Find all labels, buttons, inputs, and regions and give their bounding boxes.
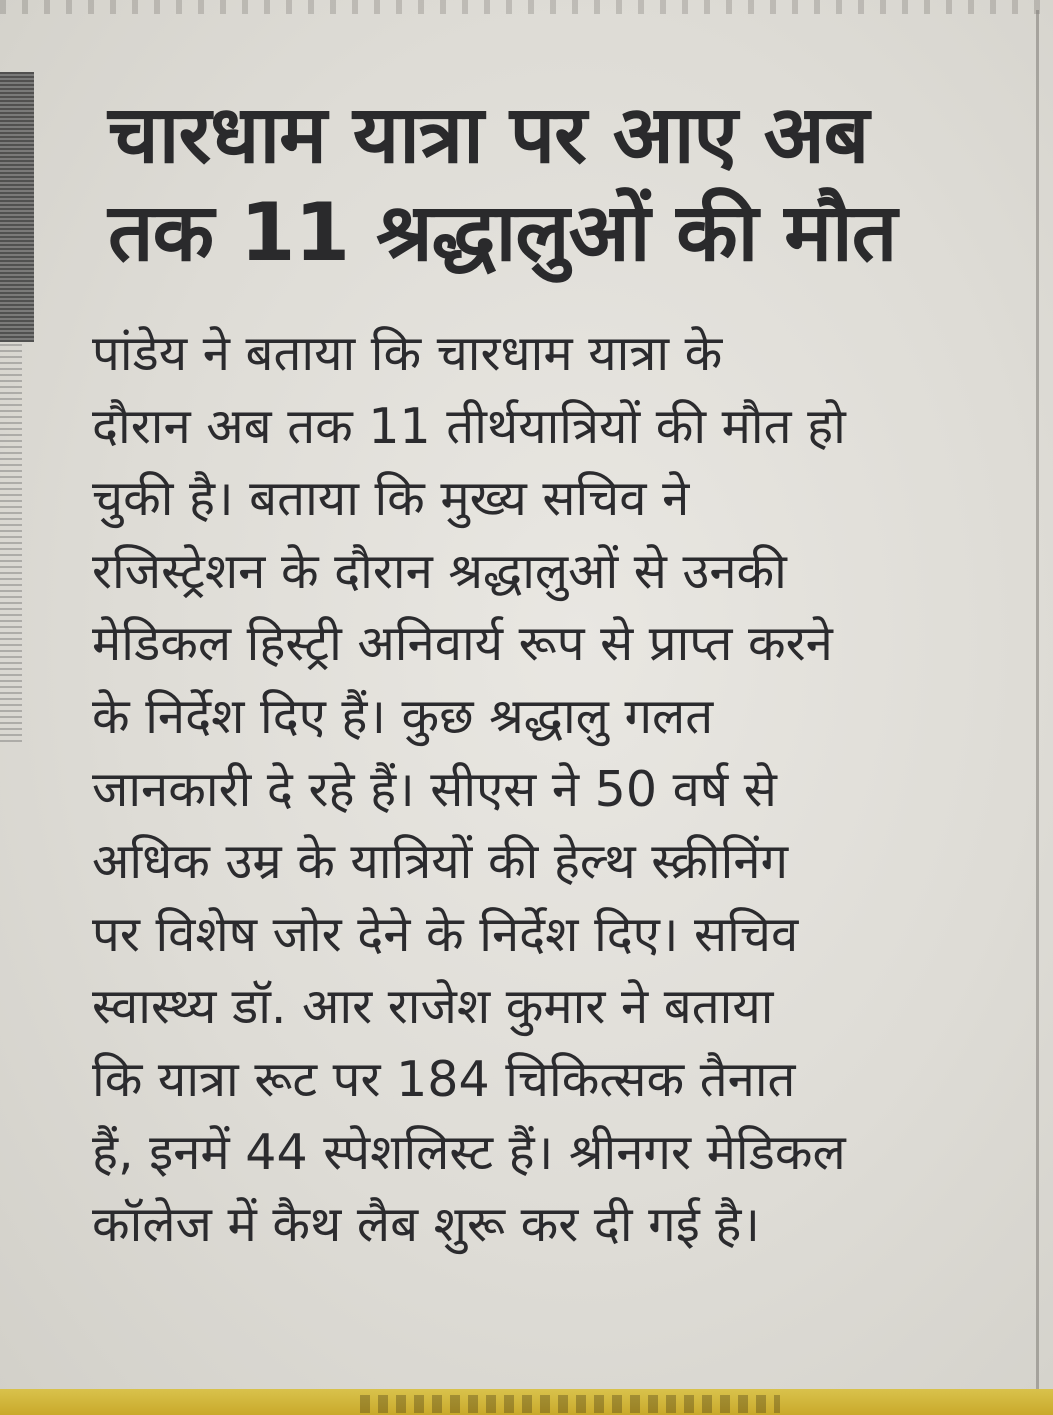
- body-line: कॉलेज में कैथ लैब शुरू कर दी गई है।: [92, 1196, 760, 1254]
- top-dotted-border: [0, 0, 1053, 42]
- article-body: [92, 318, 1022, 1262]
- body-line: पर विशेष जोर देने के निर्देश दिए। सचिव: [92, 905, 799, 963]
- left-column-edge: [0, 72, 34, 342]
- body-line: रजिस्ट्रेशन के दौरान श्रद्धालुओं से उनकी: [92, 542, 787, 600]
- bottom-yellow-strip: [0, 1389, 1053, 1415]
- body-line: अधिक उम्र के यात्रियों की हेल्थ स्क्रीनिंग: [92, 833, 789, 891]
- body-line: दौरान अब तक 11 तीर्थयात्रियों की मौत हो: [92, 397, 846, 455]
- article-headline: [108, 86, 968, 282]
- body-line: पांडेय ने बताया कि चारधाम यात्रा के: [92, 325, 723, 382]
- column-divider-rule: [1036, 10, 1039, 1390]
- body-line: जानकारी दे रहे हैं। सीएस ने 50 वर्ष से: [92, 760, 777, 818]
- body-line: स्वास्थ्य डॉ. आर राजेश कुमार ने बताया: [92, 978, 774, 1036]
- body-line: चुकी है। बताया कि मुख्य सचिव ने: [92, 470, 690, 528]
- body-line: कि यात्रा रूट पर 184 चिकित्सक तैनात: [92, 1050, 796, 1108]
- body-line: मेडिकल हिस्ट्री अनिवार्य रूप से प्राप्त करने: [92, 615, 833, 673]
- headline-line: चारधाम यात्रा पर आए अब: [108, 88, 869, 181]
- body-line: हैं, इनमें 44 स्पेशलिस्ट हैं। श्रीनगर मेडिकल: [92, 1123, 846, 1181]
- headline-line: तक 11 श्रद्धालुओं की मौत: [108, 186, 897, 279]
- left-column-edge-texture: [0, 342, 22, 742]
- body-line: के निर्देश दिए हैं। कुछ श्रद्धालु गलत: [92, 687, 714, 745]
- cropped-next-article-text: [360, 1395, 780, 1413]
